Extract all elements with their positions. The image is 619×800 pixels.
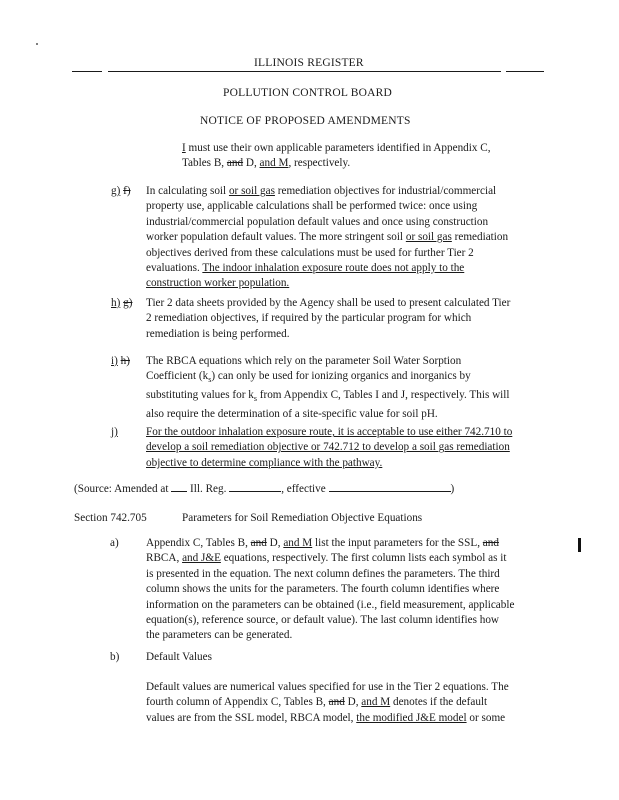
sub-b-text: Default values are numerical values specified for use in the Tier 2 equations. The fourth column of Appendix C, Tables B, and D, and M denotes if the default values are from the SSL model, RBCA model, the modified J&E model or some	[146, 681, 509, 724]
board-title: POLLUTION CONTROL BOARD	[223, 87, 393, 99]
item-i-label: i) h)	[111, 355, 130, 367]
item-h-label: h) g)	[111, 297, 133, 309]
item-g-text: In calculating soil or soil gas remediation objectives for industrial/commercial property use, applicable calculations shall be performed twice: once using industrial/commercial population default values and once using construction worker population default values. The more stringent soil or soil gas remediation objectives derived from these calculations must be used for further Tier 2 evaluations. The indoor inhalation exposure route does not apply to the construction worker population.	[146, 185, 509, 290]
scan-speck	[36, 43, 38, 45]
sub-b-label: b)	[110, 651, 120, 663]
header-rule-right	[506, 71, 544, 72]
register-title: ILLINOIS REGISTER	[254, 57, 364, 69]
notice-title: NOTICE OF PROPOSED AMENDMENTS	[200, 115, 411, 127]
source-line: (Source: Amended at Ill. Reg. , effective )	[74, 483, 455, 495]
sub-b-heading: Default Values	[146, 651, 212, 663]
top-paragraph: I must use their own applicable parameters identified in Appendix C, Tables B, and D, and M, respectively.	[182, 142, 491, 170]
item-g-label: g) f)	[111, 185, 131, 197]
section-title: Parameters for Soil Remediation Objective Equations	[182, 512, 423, 524]
item-j-text: For the outdoor inhalation exposure route, it is acceptable to use either 742.710 to develop a soil remediation objective or 742.712 to develop a soil gas remediation objective to determine compliance with the pathway.	[146, 426, 513, 469]
header-rule-center	[108, 71, 501, 72]
item-h-text: Tier 2 data sheets provided by the Agency shall be used to present calculated Tier 2 remediation objectives, if required by the particular program for which remediation is being performed.	[146, 297, 511, 340]
header-rule-left	[72, 71, 102, 72]
section-number: Section 742.705	[74, 512, 147, 524]
sub-a-label: a)	[110, 537, 119, 549]
sub-a-text: Appendix C, Tables B, and D, and M list the input parameters for the SSL, and RBCA, and J&E equations, respectively. The first column lists each symbol as it is presented in the equation. The next column defines the parameters. The third column shows the units for the parameters. The fourth column identifies where information on the parameters can be obtained (i.e., field measurement, applicable equation(s), reference source, or default value). The last column identifies how the parameters can be generated.	[146, 537, 515, 642]
item-j-label: j)	[111, 426, 118, 438]
revision-bar	[578, 538, 581, 552]
item-i-text: The RBCA equations which rely on the parameter Soil Water Sorption Coefficient $(k_s)$ can only be used for ionizing organics and inorganics by substituting values for $k_s$ from Appendix C, Tables I and J, respectively. This will also require the determination of a site-specific value for soil pH.	[146, 355, 510, 420]
